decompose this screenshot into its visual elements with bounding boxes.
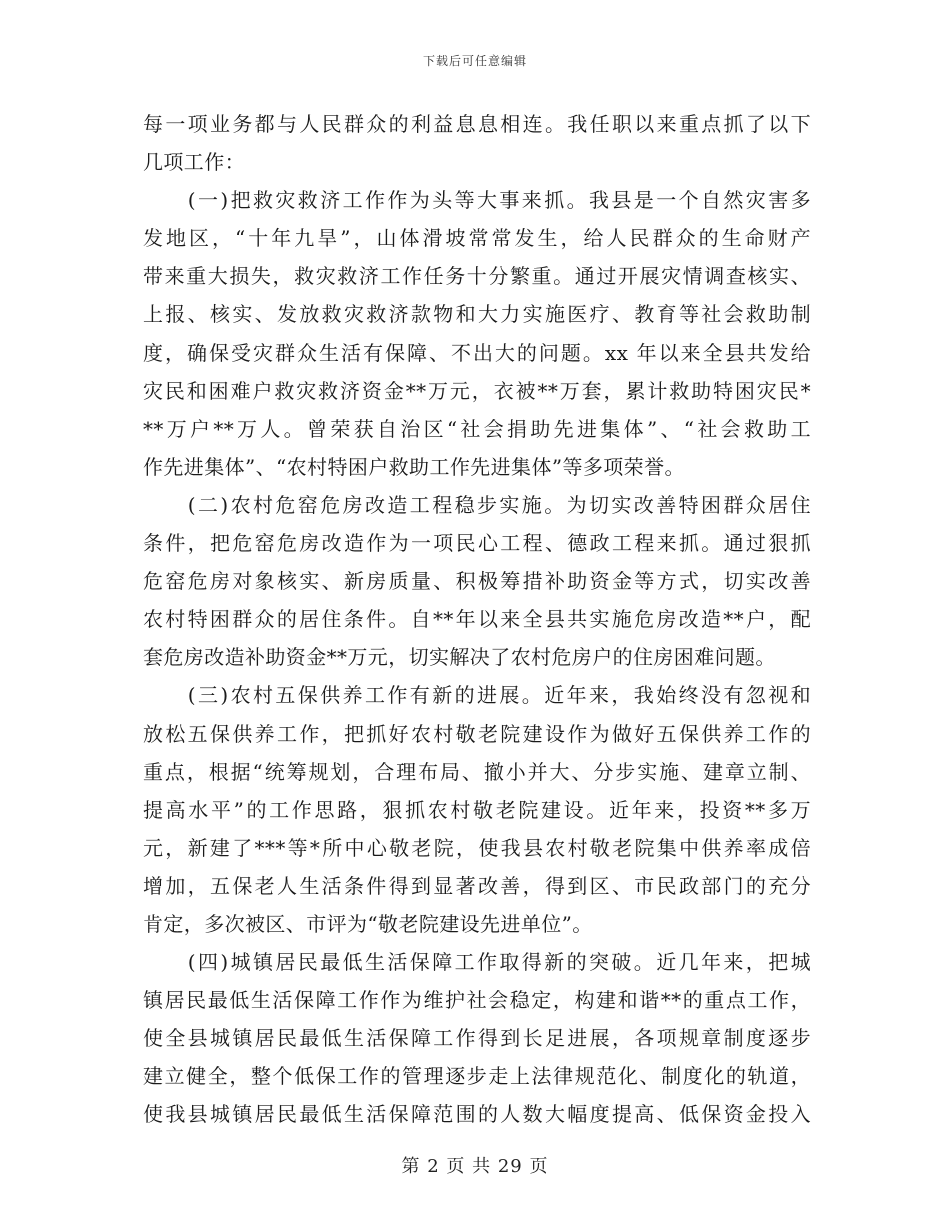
body-text-line: 度，确保受灾群众生活有保障、不出大的问题。xx 年以来全县共发给 <box>143 340 811 365</box>
document-body <box>143 105 811 1134</box>
page-header: 下载后可任意编辑 <box>422 54 527 68</box>
body-text-line: 元，新建了***等*所中心敬老院，使我县农村敬老院集中供养率成倍 <box>143 835 811 860</box>
body-text-line: 条件，把危窑危房改造作为一项民心工程、德政工程来抓。通过狠抓 <box>143 531 811 556</box>
body-text-line: (四)城镇居民最低生活保障工作取得新的突破。近几年来，把城 <box>143 950 811 975</box>
body-text-line: 每一项业务都与人民群众的利益息息相连。我任职以来重点抓了以下 <box>143 112 811 136</box>
body-text-line: 增加，五保老人生活条件得到显著改善，得到区、市民政部门的充分 <box>143 873 811 898</box>
body-text-line: 作先进集体”、“农村特困户救助工作先进集体”等多项荣誉。 <box>143 454 685 479</box>
body-text-line: 发地区，“十年九旱”，山体滑坡常常发生，给人民群众的生命财产 <box>143 226 811 251</box>
body-text-line: 农村特困群众的居住条件。自**年以来全县共实施危房改造**户，配 <box>143 607 811 632</box>
body-text-line: 放松五保供养工作，把抓好农村敬老院建设作为做好五保供养工作的 <box>143 721 811 746</box>
body-text-line: 灾民和困难户救灾救济资金**万元，衣被**万套，累计救助特困灾民* <box>143 378 811 403</box>
body-text-line: (三)农村五保供养工作有新的进展。近年来，我始终没有忽视和 <box>143 683 811 708</box>
body-text-line: **万户**万人。曾荣获自治区“社会捐助先进集体”、“社会救助工 <box>143 416 811 441</box>
body-text-line: (二)农村危窑危房改造工程稳步实施。为切实改善特困群众居住 <box>143 492 811 517</box>
body-text-line: 带来重大损失，救灾救济工作任务十分繁重。通过开展灾情调查核实、 <box>143 264 811 289</box>
body-text-line: 镇居民最低生活保障工作作为维护社会稳定，构建和谐**的重点工作， <box>143 988 811 1013</box>
body-text-line: 几项工作： <box>143 150 245 175</box>
body-text-line: 重点，根据“统筹规划，合理布局、撤小并大、分步实施、建章立制、 <box>143 759 811 784</box>
body-text-line: 危窑危房对象核实、新房质量、积极筹措补助资金等方式，切实改善 <box>143 569 811 594</box>
page-number-footer: 第 2 页 共 29 页 <box>401 1156 549 1177</box>
body-text-line: 套危房改造补助资金**万元，切实解决了农村危房户的住房困难问题。 <box>143 645 776 670</box>
body-text-line: 使我县城镇居民最低生活保障范围的人数大幅度提高、低保资金投入 <box>143 1102 811 1127</box>
body-text-line: 建立健全，整个低保工作的管理逐步走上法律规范化、制度化的轨道， <box>143 1064 811 1089</box>
body-text-line: (一)把救灾救济工作作为头等大事来抓。我县是一个自然灾害多 <box>143 188 811 213</box>
body-text-line: 肯定，多次被区、市评为“敬老院建设先进单位”。 <box>143 911 593 936</box>
body-text-line: 上报、核实、发放救灾救济款物和大力实施医疗、教育等社会救助制 <box>143 302 811 327</box>
body-text-line: 提高水平”的工作思路，狠抓农村敬老院建设。近年来，投资**多万 <box>143 797 811 822</box>
body-text-line: 使全县城镇居民最低生活保障工作得到长足进展，各项规章制度逐步 <box>143 1026 811 1051</box>
